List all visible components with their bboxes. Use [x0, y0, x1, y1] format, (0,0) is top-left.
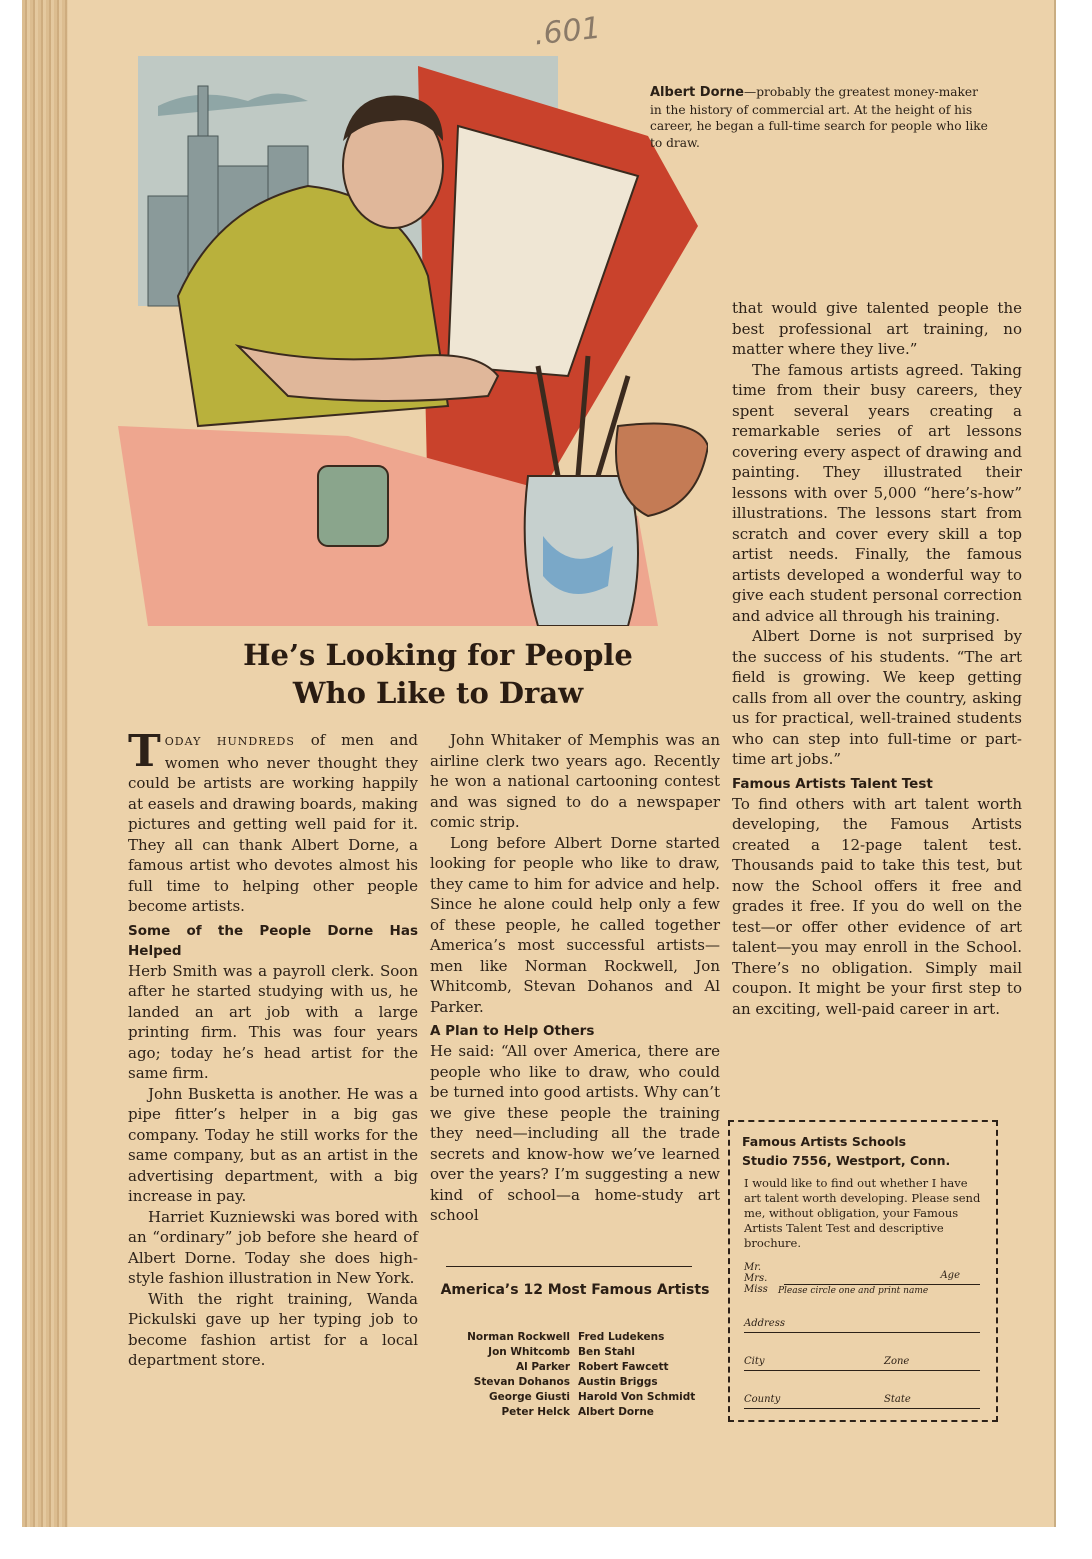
paragraph-text: of men and women who never thought they could be artists are working happily at easels and drawing boards, making pictures and getting well paid for it. They all can thank Albert Dorne, a famous artist who devotes almost his full time to helping other people become artists.	[128, 731, 418, 915]
divider	[446, 1266, 692, 1267]
subheading: Some of the People Dorne Has Helped	[128, 922, 418, 959]
headline-line-2: Who Like to Draw	[292, 676, 584, 710]
article-column-2	[430, 730, 720, 1226]
artist-name: Al Parker	[515, 1361, 570, 1373]
city-zone-field[interactable]	[744, 1356, 980, 1371]
drop-cap: T	[128, 726, 161, 777]
coupon-address	[742, 1132, 950, 1170]
coupon-school: Famous Artists Schools	[742, 1134, 907, 1149]
artist-name: Robert Fawcett	[578, 1361, 669, 1373]
subheading: Famous Artists Talent Test	[732, 775, 933, 792]
article-column-1	[128, 726, 418, 1371]
artist-name: Stevan Dohanos	[473, 1376, 570, 1388]
salutation-mr: Mr.	[744, 1262, 762, 1273]
bowl	[616, 424, 708, 517]
artists-list	[430, 1330, 720, 1420]
artist-row	[430, 1330, 720, 1345]
address-field[interactable]	[744, 1318, 980, 1333]
paragraph: Long before Albert Dorne started looking for people who like to draw, they came to him for advice and help. Since he alone could help only a few of these people, he called together America’s most successful artists—men like Norman Rockwell, Jon Whitcomb, Stevan Dohanos and Al Parker.	[430, 833, 720, 1016]
artist-row	[430, 1375, 720, 1390]
artist-row	[430, 1405, 720, 1420]
paragraph: Herb Smith was a payroll clerk. Soon after he started studying with us, he landed an art job with a large printing firm. This was four years ago; today he’s head artist for the same firm.	[128, 961, 418, 1082]
salutation-options	[744, 1262, 768, 1295]
paragraph: With the right training, Wanda Pickulski gave up her typing job to become fashion artist for a local department store.	[128, 1289, 418, 1369]
age-label: Age	[940, 1270, 960, 1281]
illustration-caption	[650, 84, 990, 151]
paragraph: The famous artists agreed. Taking time from their busy careers, they spent several years creating a remarkable series of art lessons covering every aspect of drawing and painting. They illustrated their lessons with over 5,000 “here’s-how” illustrations. The lessons start from scratch and cover every skill a top artist needs. Finally, the famous artists developed a wonderful way to give each student personal correction and advice all through his training.	[732, 360, 1022, 625]
headline	[128, 636, 748, 712]
artist-name: Fred Ludekens	[578, 1331, 665, 1343]
artist-name: Jon Whitcomb	[488, 1346, 570, 1358]
address-label: Address	[744, 1318, 785, 1329]
paragraph: Harriet Kuzniewski was bored with an “ordinary” job before she heard of Albert Dorne. Today she does high-style fashion illustration in New York.	[128, 1207, 418, 1287]
lead-in: ODAY HUNDREDS	[164, 735, 295, 748]
paragraph: Albert Dorne is not surprised by the success of his students. “The art field is growing. We keep getting calls from all over the country, asking us for practical, well-trained students who can step into full-time or part-time art jobs.”	[732, 627, 1022, 768]
pencil-mark: .601	[532, 10, 603, 53]
artist-name: George Giusti	[489, 1391, 570, 1403]
jar	[318, 466, 388, 546]
name-field[interactable]	[784, 1270, 980, 1285]
paragraph: John Busketta is another. He was a pipe fitter’s helper in a big gas company. Today he still works for the same company, but as an artist in the advertising department, with a big increase in pay.	[128, 1084, 418, 1205]
brush-vase	[525, 476, 638, 626]
page-spine	[22, 0, 68, 1527]
county-state-field[interactable]	[744, 1394, 980, 1409]
artist-name: Norman Rockwell	[467, 1331, 570, 1343]
artist-name: Harold Von Schmidt	[578, 1391, 696, 1403]
coupon-studio: Studio 7556, Westport, Conn.	[742, 1153, 951, 1168]
artist-row	[430, 1345, 720, 1360]
salutation-mrs: Mrs.	[744, 1273, 768, 1284]
zone-label: Zone	[884, 1356, 910, 1367]
artists-title: America’s 12 Most Famous Artists	[440, 1282, 710, 1298]
artist-illustration	[118, 46, 708, 626]
paragraph	[128, 726, 418, 917]
paragraph: He said: “All over America, there are people who like to draw, who could be turned into good artists. Why can’t we give these people the training they need—including all the trade secrets and know-how we’ve learned over the years? I’m suggesting a new kind of school—a home-study art school	[430, 1042, 720, 1224]
city-label: City	[744, 1356, 765, 1367]
subheading: A Plan to Help Others	[430, 1023, 595, 1039]
paragraph: that would give talented people the best professional art training, no matter where they live.”	[732, 299, 1022, 358]
artist-row	[430, 1360, 720, 1375]
headline-line-1: He’s Looking for People	[243, 638, 633, 672]
artist-name: Ben Stahl	[578, 1346, 635, 1358]
caption-name: Albert Dorne	[650, 85, 744, 100]
circle-note: Please circle one and print name	[778, 1286, 929, 1296]
coupon-request-text: I would like to find out whether I have art talent worth developing. Please send me, without obligation, your Famous Artists Talent Test and descriptive brochure.	[744, 1176, 981, 1250]
caption-text: —probably the greatest money-maker in the history of commercial art. At the height of his career, he began a full-time search for people who like to draw.	[650, 85, 988, 150]
artist-row	[430, 1390, 720, 1405]
mail-coupon[interactable]	[728, 1120, 998, 1422]
article-column-3	[732, 298, 1022, 1019]
paragraph: John Whitaker of Memphis was an airline clerk two years ago. Recently he won a national cartooning contest and was signed to do a newspaper comic strip.	[430, 731, 720, 831]
county-label: County	[744, 1394, 781, 1405]
artist-name: Albert Dorne	[578, 1406, 654, 1418]
artist-name: Peter Helck	[501, 1406, 570, 1418]
salutation-miss: Miss	[744, 1284, 768, 1295]
artist-name: Austin Briggs	[578, 1376, 658, 1388]
state-label: State	[884, 1394, 911, 1405]
paragraph: To find others with art talent worth developing, the Famous Artists created a 12-page talent test. Thousands paid to take this test, but now the School offers it free and grades it free. If you do well on the test—or offer other evidence of art talent—you may enroll in the School. There’s no obligation. Simply mail coupon. It might be your first step to an exciting, well-paid career in art.	[732, 794, 1022, 1018]
